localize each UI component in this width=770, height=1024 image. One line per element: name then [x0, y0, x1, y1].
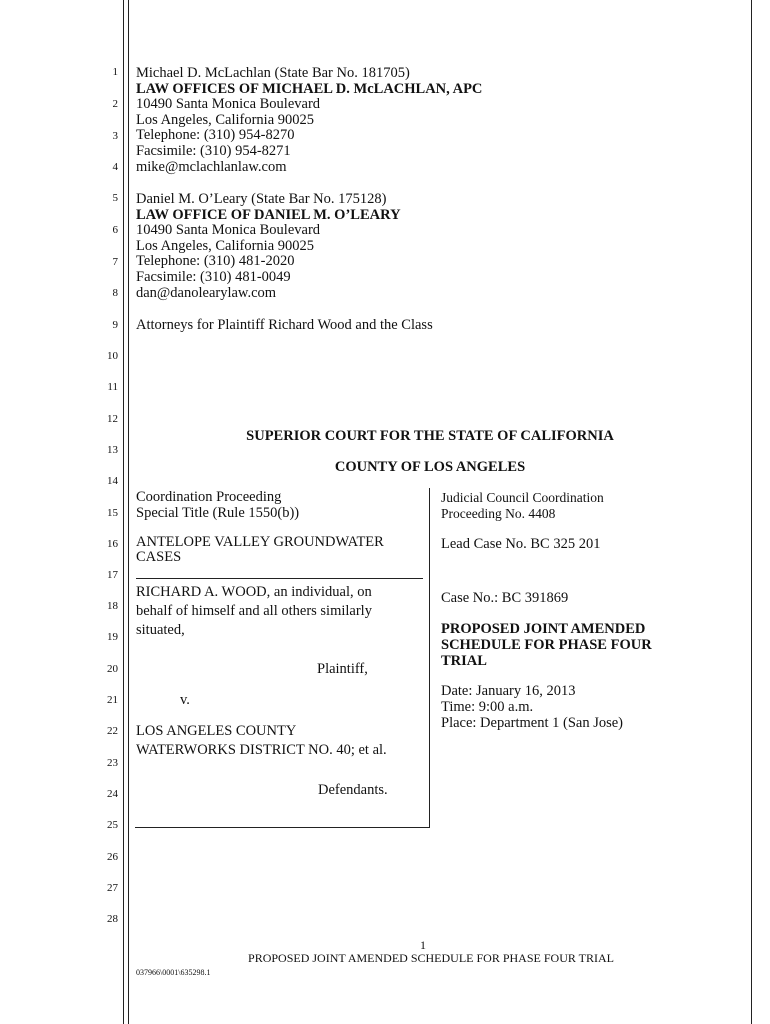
address-line: Los Angeles, California 90025 [136, 111, 315, 128]
line-number: 4 [112, 161, 118, 173]
case-title-line: ANTELOPE VALLEY GROUNDWATER [136, 534, 384, 550]
line-number: 19 [107, 631, 118, 643]
case-number: Case No.: BC 391869 [441, 590, 569, 606]
footer-title: PROPOSED JOINT AMENDED SCHEDULE FOR PHASE FOUR TRIAL [248, 951, 614, 965]
counsel-name: Daniel M. O’Leary (State Bar No. 175128) [136, 191, 387, 207]
address-line: 10490 Santa Monica Boulevard [136, 222, 321, 239]
document-code: 037966\0001\635298.1 [136, 968, 211, 977]
document-title: TRIAL [441, 653, 487, 669]
line-number: 20 [107, 663, 118, 675]
page-number: 1 [420, 938, 426, 952]
attorneys-for: Attorneys for Plaintiff Richard Wood and the Class [136, 317, 433, 333]
line-number: 7 [112, 256, 118, 268]
caption-separator [136, 578, 423, 579]
line-number: 23 [107, 757, 118, 769]
facsimile: Facsimile: (310) 954-8271 [136, 142, 291, 159]
court-name: SUPERIOR COURT FOR THE STATE OF CALIFORNIA [246, 428, 614, 444]
telephone: Telephone: (310) 954-8270 [136, 127, 295, 144]
line-number: 25 [107, 819, 118, 831]
defendant-line: WATERWORKS DISTRICT NO. 40; et al. [136, 742, 387, 758]
plaintiff-label: Plaintiff, [317, 661, 368, 677]
caption-vertical-rule [429, 488, 430, 828]
line-number: 18 [107, 600, 118, 612]
counsel-block-1 [136, 66, 482, 175]
address-line: 10490 Santa Monica Boulevard [136, 96, 321, 113]
jcc-line: Judicial Council Coordination [441, 490, 604, 505]
facsimile: Facsimile: (310) 481-0049 [136, 268, 291, 285]
telephone: Telephone: (310) 481-2020 [136, 253, 295, 270]
lead-case-number: Lead Case No. BC 325 201 [441, 536, 601, 552]
document-title: PROPOSED JOINT AMENDED [441, 621, 646, 637]
counsel-block-2 [136, 192, 401, 301]
coordination-proceeding: Coordination Proceeding [136, 489, 282, 505]
address-line: Los Angeles, California 90025 [136, 237, 315, 254]
firm-name: LAW OFFICES OF MICHAEL D. McLACHLAN, APC [136, 80, 483, 97]
jcc-line: Proceeding No. 4408 [441, 506, 556, 521]
line-number: 5 [112, 192, 118, 204]
defendants-label: Defendants. [318, 782, 388, 798]
left-margin-rule-inner [128, 0, 129, 1024]
line-number: 12 [107, 413, 118, 425]
caption-bottom-rule [135, 827, 430, 828]
line-number: 22 [107, 725, 118, 737]
line-number: 9 [112, 319, 118, 331]
counsel-name: Michael D. McLachlan (State Bar No. 181705) [136, 65, 410, 81]
line-number: 3 [112, 130, 118, 142]
plaintiff-line: behalf of himself and all others similarly [136, 603, 372, 619]
line-number: 16 [107, 538, 118, 550]
email: dan@danolearylaw.com [136, 284, 277, 301]
line-number: 15 [107, 507, 118, 519]
line-number: 27 [107, 882, 118, 894]
firm-name: LAW OFFICE OF DANIEL M. O’LEARY [136, 206, 401, 223]
document-title: SCHEDULE FOR PHASE FOUR [441, 637, 652, 653]
line-number: 8 [112, 287, 118, 299]
hearing-place: Place: Department 1 (San Jose) [441, 715, 624, 731]
court-county: COUNTY OF LOS ANGELES [334, 459, 526, 475]
defendant-line: LOS ANGELES COUNTY [136, 723, 297, 739]
line-number: 10 [107, 350, 118, 362]
line-number: 14 [107, 475, 118, 487]
plaintiff-line: RICHARD A. WOOD, an individual, on [136, 584, 372, 600]
line-number: 17 [107, 569, 118, 581]
left-margin-rule [123, 0, 124, 1024]
special-title: Special Title (Rule 1550(b)) [136, 505, 300, 521]
line-number: 26 [107, 851, 118, 863]
line-number: 11 [107, 381, 118, 393]
line-number: 2 [112, 98, 118, 110]
right-margin-rule [751, 0, 752, 1024]
case-title-line: CASES [136, 549, 182, 565]
email: mike@mclachlanlaw.com [136, 158, 287, 175]
line-number: 6 [112, 224, 118, 236]
plaintiff-line: situated, [136, 622, 185, 638]
line-number: 21 [107, 694, 118, 706]
line-number: 1 [112, 66, 118, 78]
line-number: 28 [107, 913, 118, 925]
hearing-date: Date: January 16, 2013 [441, 683, 576, 699]
line-number: 13 [107, 444, 118, 456]
hearing-time: Time: 9:00 a.m. [441, 699, 534, 715]
versus: v. [180, 692, 190, 708]
line-number: 24 [107, 788, 118, 800]
